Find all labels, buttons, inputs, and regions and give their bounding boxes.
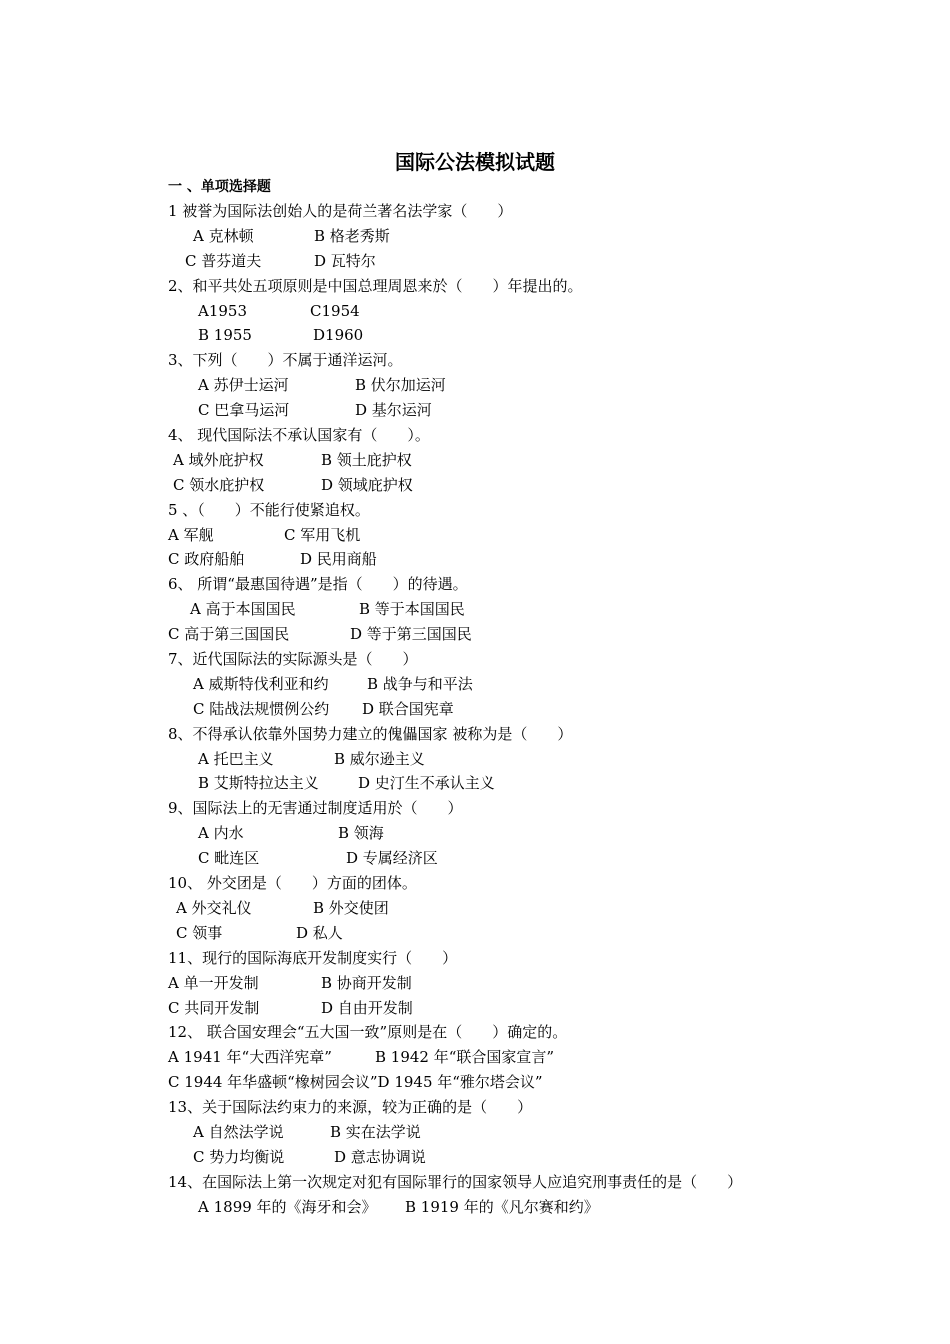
option-text: B 威尔逊主义 bbox=[334, 749, 425, 768]
option-text: A 内水 bbox=[198, 824, 244, 843]
question-text: 13、关于国际法约束力的来源，较为正确的是（ ） bbox=[168, 1098, 533, 1117]
option-row bbox=[168, 921, 808, 946]
option-text: B 外交使团 bbox=[313, 898, 389, 917]
option-row bbox=[168, 448, 808, 473]
option-row bbox=[168, 672, 808, 697]
option-row bbox=[168, 1120, 808, 1145]
question-list bbox=[168, 199, 808, 1220]
option-text: D 瓦特尔 bbox=[314, 251, 376, 270]
option-row bbox=[168, 473, 808, 498]
option-text: B 伏尔加运河 bbox=[355, 376, 446, 395]
option-row bbox=[168, 846, 808, 871]
option-row bbox=[168, 1145, 808, 1170]
option-text: A1953 bbox=[198, 301, 248, 320]
option-row bbox=[168, 299, 808, 324]
option-text: D 基尔运河 bbox=[355, 401, 432, 420]
option-text: D 私人 bbox=[296, 923, 343, 942]
option-text: D 专属经济区 bbox=[346, 849, 438, 868]
option-text: A 军舰 bbox=[168, 525, 214, 544]
option-row bbox=[168, 1195, 808, 1220]
option-row bbox=[168, 249, 808, 274]
option-row bbox=[168, 597, 808, 622]
option-row bbox=[168, 398, 808, 423]
option-text: B 1919 年的《凡尔赛和约》 bbox=[405, 1197, 599, 1216]
option-row bbox=[168, 771, 808, 796]
option-text: B 协商开发制 bbox=[321, 973, 412, 992]
question-text: 11、现行的国际海底开发制度实行（ ） bbox=[168, 948, 458, 967]
option-text: A 1941 年“大西洋宪章” bbox=[168, 1048, 332, 1067]
option-text: C 势力均衡说 bbox=[193, 1147, 285, 1166]
option-text: C 巴拿马运河 bbox=[198, 401, 290, 420]
question-text: 3、下列（ ）不属于通洋运河。 bbox=[168, 351, 403, 370]
option-row bbox=[168, 896, 808, 921]
option-text: B 领海 bbox=[338, 824, 384, 843]
option-text: D 民用商船 bbox=[300, 550, 377, 569]
option-text: B 领土庇护权 bbox=[321, 450, 412, 469]
option-text: A 威斯特伐利亚和约 bbox=[193, 674, 329, 693]
question-text: 7、近代国际法的实际源头是（ ） bbox=[168, 650, 418, 669]
option-text: B 1942 年“联合国家宣言” bbox=[375, 1048, 555, 1067]
option-row bbox=[168, 971, 808, 996]
question-text: 8、不得承认依靠外国势力建立的傀儡国家 被称为是（ ） bbox=[168, 724, 573, 743]
option-text: C 共同开发制 bbox=[168, 998, 260, 1017]
option-text: A 苏伊士运河 bbox=[198, 376, 289, 395]
question-text: 4、 现代国际法不承认国家有（ ）。 bbox=[168, 426, 430, 445]
option-text: D1960 bbox=[313, 326, 364, 345]
option-text: C1954 bbox=[310, 301, 360, 320]
option-text: C 政府船舶 bbox=[168, 550, 245, 569]
option-row bbox=[168, 697, 808, 722]
option-text: D 联合国宪章 bbox=[362, 699, 454, 718]
question-text: 2、和平共处五项原则是中国总理周恩来於（ ）年提出的。 bbox=[168, 276, 583, 295]
option-text: A 自然法学说 bbox=[193, 1122, 284, 1141]
option-text: A 单一开发制 bbox=[168, 973, 259, 992]
option-row bbox=[168, 523, 808, 548]
option-text: A 高于本国国民 bbox=[190, 600, 296, 619]
option-text: C 领水庇护权 bbox=[173, 475, 265, 494]
option-row bbox=[168, 996, 808, 1021]
question-text: 10、 外交团是（ ）方面的团体。 bbox=[168, 874, 417, 893]
option-row bbox=[168, 1045, 808, 1070]
option-text: A 克林顿 bbox=[193, 226, 254, 245]
option-text: D 意志协调说 bbox=[334, 1147, 426, 1166]
option-text: A 托巴主义 bbox=[198, 749, 274, 768]
option-text: D 等于第三国国民 bbox=[350, 625, 472, 644]
option-text: D 史汀生不承认主义 bbox=[358, 774, 495, 793]
question-text: 6、 所谓“最惠国待遇”是指（ ）的待遇。 bbox=[168, 575, 468, 594]
option-text: C 领事 bbox=[176, 923, 223, 942]
option-row bbox=[168, 547, 808, 572]
option-text: B 格老秀斯 bbox=[314, 226, 390, 245]
option-text: C 1944 年华盛顿“橡树园会议”D 1945 年“雅尔塔会议” bbox=[168, 1073, 543, 1092]
option-text: A 域外庇护权 bbox=[173, 450, 264, 469]
option-text: C 高于第三国国民 bbox=[168, 625, 290, 644]
option-text: C 毗连区 bbox=[198, 849, 260, 868]
option-text: C 陆战法规惯例公约 bbox=[193, 699, 330, 718]
question-text: 14、在国际法上第一次规定对犯有国际罪行的国家领导人应追究刑事责任的是（ ） bbox=[168, 1172, 743, 1191]
section-heading: 一 、单项选择题 bbox=[168, 179, 271, 195]
option-text: B 1955 bbox=[198, 326, 252, 345]
question-text: 5 、（ ）不能行使紧追权。 bbox=[168, 500, 370, 519]
question-text: 12、 联合国安理会“五大国一致”原则是在（ ）确定的。 bbox=[168, 1023, 568, 1042]
option-text: B 等于本国国民 bbox=[359, 600, 465, 619]
option-row bbox=[168, 373, 808, 398]
option-row bbox=[168, 224, 808, 249]
option-row bbox=[168, 1070, 808, 1095]
option-text: A 1899 年的《海牙和会》 bbox=[198, 1197, 377, 1216]
option-row bbox=[168, 622, 808, 647]
option-text: D 领域庇护权 bbox=[321, 475, 413, 494]
option-text: B 艾斯特拉达主义 bbox=[198, 774, 319, 793]
option-text: B 战争与和平法 bbox=[367, 674, 473, 693]
document-title: 国际公法模拟试题 bbox=[395, 150, 555, 174]
option-row bbox=[168, 323, 808, 348]
option-row bbox=[168, 747, 808, 772]
option-text: B 实在法学说 bbox=[330, 1122, 421, 1141]
option-text: C 普芬道夫 bbox=[185, 251, 262, 270]
question-text: 1 被誉为国际法创始人的是荷兰著名法学家（ ） bbox=[168, 202, 513, 220]
question-text: 9、国际法上的无害通过制度适用於（ ） bbox=[168, 799, 463, 818]
option-text: A 外交礼仪 bbox=[176, 898, 252, 917]
option-row bbox=[168, 821, 808, 846]
option-text: D 自由开发制 bbox=[321, 998, 413, 1017]
option-text: C 军用飞机 bbox=[284, 525, 361, 544]
